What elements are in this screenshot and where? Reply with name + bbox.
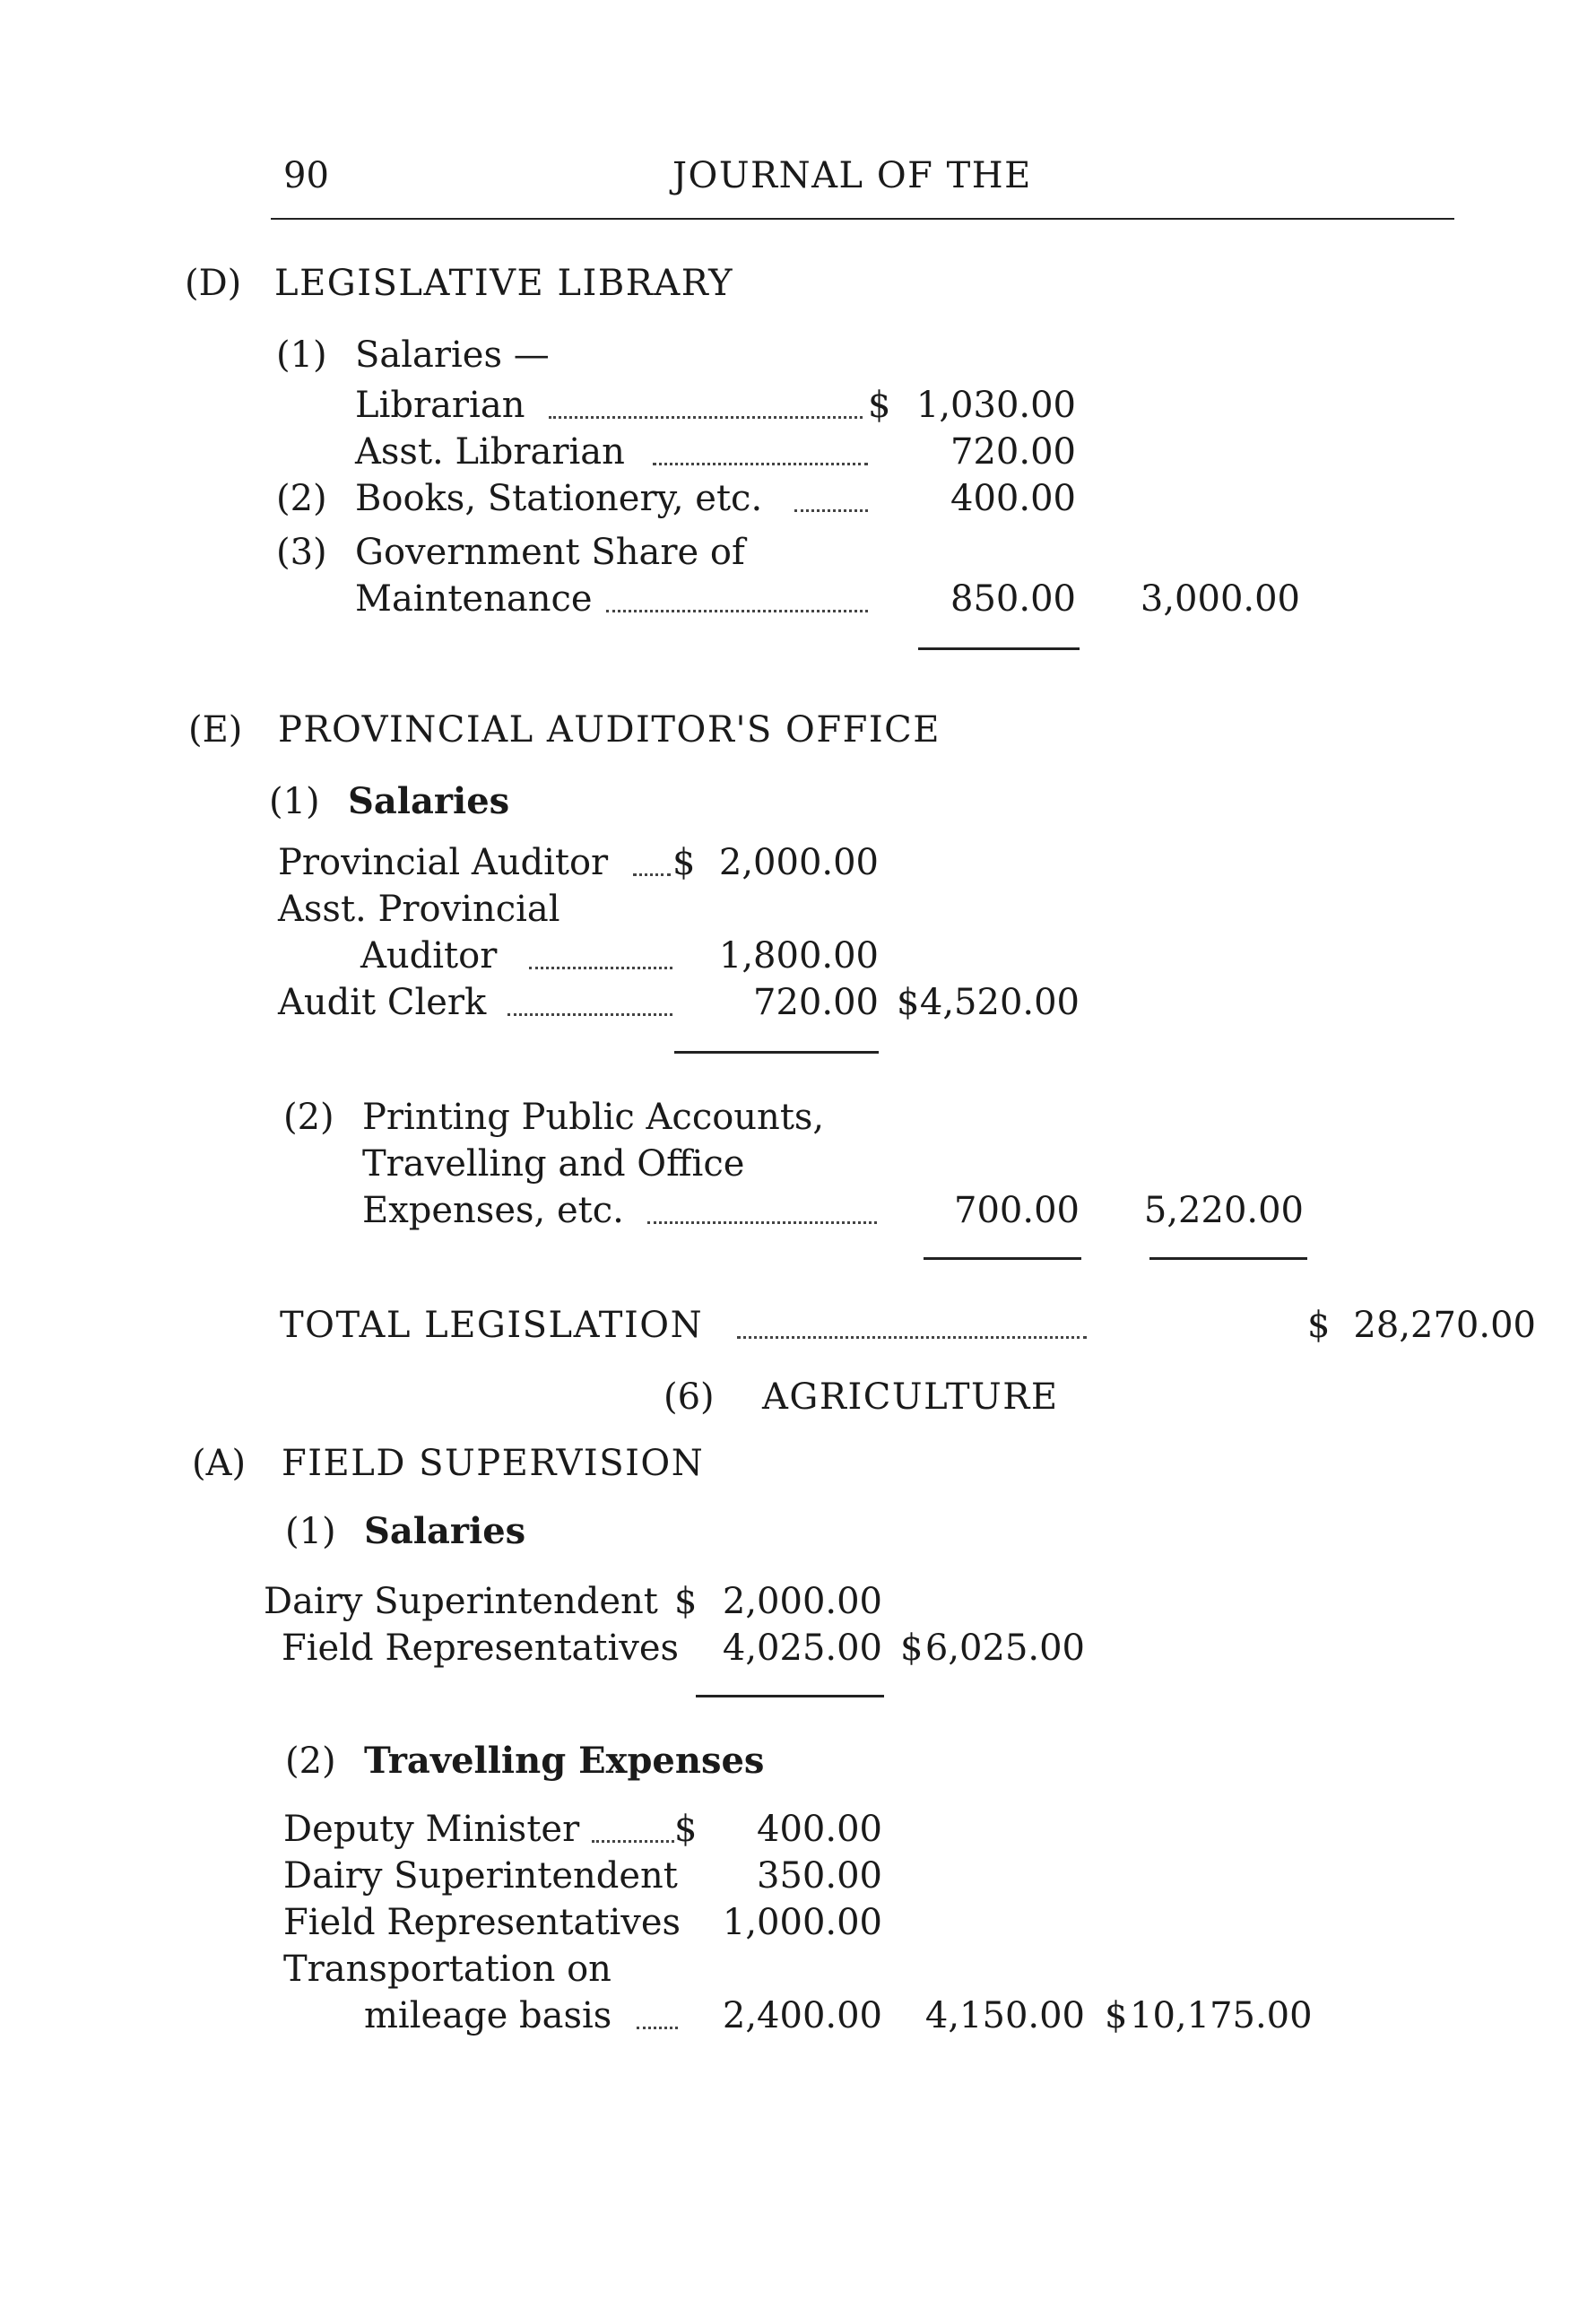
- amount-maintenance: 850.00: [950, 578, 1076, 620]
- line-label-books: Books, Stationery, etc.: [355, 478, 763, 519]
- total-field-supervision: 10,175.00: [1130, 1995, 1313, 2036]
- item-label-salaries: Salaries —: [355, 334, 550, 376]
- line-label-field-representatives: Field Representatives: [282, 1628, 680, 1669]
- amount-audit-clerk: 720.00: [753, 982, 879, 1023]
- item-label-salaries: Salaries: [364, 1510, 526, 1552]
- section-letter-d: (D): [185, 263, 242, 304]
- subtotal-rule: [918, 647, 1080, 650]
- department-number: (6): [664, 1376, 715, 1418]
- amount-provincial-auditor: 2,000.00: [718, 842, 879, 883]
- item-label-salaries: Salaries: [348, 780, 510, 822]
- amount-dairy-superintendent: 2,000.00: [722, 1581, 882, 1622]
- dot-leader: [549, 416, 863, 419]
- line-label-printing: Printing Public Accounts,: [362, 1097, 825, 1138]
- item-number: (3): [276, 532, 327, 573]
- line-label-travelling: Travelling and Office: [362, 1143, 745, 1185]
- line-label-dairy-superintendent: Dairy Superintendent: [264, 1581, 658, 1622]
- line-label-asst-provincial: Asst. Provincial: [278, 889, 560, 930]
- dot-leader: [633, 873, 671, 876]
- section-title-field-supervision: FIELD SUPERVISION: [282, 1443, 705, 1484]
- amount-dairy-superintendent-travel: 350.00: [757, 1855, 882, 1897]
- dot-leader: [529, 967, 672, 969]
- line-label-auditor: Auditor: [360, 935, 498, 977]
- currency-sign: $: [1307, 1305, 1331, 1346]
- currency-sign: $: [674, 1581, 698, 1622]
- line-label-field-representatives-travel: Field Representatives: [283, 1902, 681, 1943]
- total-legislative-library: 3,000.00: [1140, 578, 1300, 620]
- line-label-audit-clerk: Audit Clerk: [278, 982, 487, 1023]
- currency-sign: $: [868, 385, 891, 426]
- currency-sign: $: [674, 1809, 698, 1850]
- section-letter-e: (E): [188, 709, 243, 751]
- amount-deputy-minister: 400.00: [757, 1809, 882, 1850]
- dot-leader: [606, 610, 868, 612]
- department-title-agriculture: AGRICULTURE: [762, 1376, 1059, 1418]
- subtotal-rule: [674, 1051, 879, 1054]
- dot-leader: [653, 463, 868, 465]
- currency-sign: $: [900, 1628, 924, 1669]
- dot-leader: [647, 1221, 877, 1224]
- dot-leader: [737, 1336, 1087, 1339]
- dot-leader: [794, 509, 868, 512]
- line-label-transportation: Transportation on: [283, 1949, 612, 1990]
- line-label-provincial-auditor: Provincial Auditor: [278, 842, 609, 883]
- total-auditors-office: 5,220.00: [1143, 1190, 1304, 1231]
- running-title: JOURNAL OF THE: [672, 155, 1032, 196]
- amount-asst-librarian: 720.00: [950, 431, 1076, 473]
- amount-printing: 700.00: [954, 1190, 1080, 1231]
- line-label-librarian: Librarian: [355, 385, 525, 426]
- item-number: (1): [269, 781, 320, 822]
- item-number: (2): [285, 1741, 336, 1782]
- item-label-travelling-expenses: Travelling Expenses: [364, 1740, 765, 1782]
- amount-librarian: 1,030.00: [915, 385, 1076, 426]
- dot-leader: [592, 1840, 674, 1843]
- section-title-legislative-library: LEGISLATIVE LIBRARY: [274, 263, 734, 304]
- subtotal-salaries: 4,520.00: [919, 982, 1080, 1023]
- item-number: (1): [285, 1511, 336, 1552]
- currency-sign: $: [1105, 1995, 1128, 2036]
- line-label-deputy-minister: Deputy Minister: [283, 1809, 580, 1850]
- page-number: 90: [283, 155, 329, 196]
- line-label-maintenance: Maintenance: [355, 578, 593, 620]
- total-legislation-amount: 28,270.00: [1353, 1305, 1536, 1346]
- header-rule: [271, 218, 1454, 220]
- subtotal-rule: [696, 1695, 884, 1697]
- subtotal-travelling: 4,150.00: [924, 1995, 1085, 2036]
- subtotal-rule: [924, 1257, 1081, 1260]
- dot-leader: [507, 1013, 672, 1016]
- line-label-mileage-basis: mileage basis: [364, 1995, 612, 2036]
- amount-field-representatives-travel: 1,000.00: [722, 1902, 882, 1943]
- item-number: (2): [283, 1097, 334, 1138]
- dot-leader: [637, 2027, 678, 2029]
- line-label-asst-librarian: Asst. Librarian: [355, 431, 625, 473]
- item-number: (2): [276, 478, 327, 519]
- amount-books: 400.00: [950, 478, 1076, 519]
- item-number: (1): [276, 334, 327, 376]
- currency-sign: $: [672, 842, 696, 883]
- line-label-government-share: Government Share of: [355, 532, 745, 573]
- subtotal-salaries: 6,025.00: [924, 1628, 1085, 1669]
- line-label-expenses: Expenses, etc.: [362, 1190, 624, 1231]
- subtotal-rule: [1149, 1257, 1307, 1260]
- line-label-dairy-superintendent-travel: Dairy Superintendent: [283, 1855, 678, 1897]
- section-title-auditors-office: PROVINCIAL AUDITOR'S OFFICE: [278, 709, 941, 751]
- currency-sign: $: [897, 982, 920, 1023]
- section-letter-a: (A): [192, 1443, 247, 1484]
- total-legislation-label: TOTAL LEGISLATION: [280, 1305, 704, 1346]
- amount-asst-provincial-auditor: 1,800.00: [718, 935, 879, 977]
- amount-transportation: 2,400.00: [722, 1995, 882, 2036]
- amount-field-representatives: 4,025.00: [722, 1628, 882, 1669]
